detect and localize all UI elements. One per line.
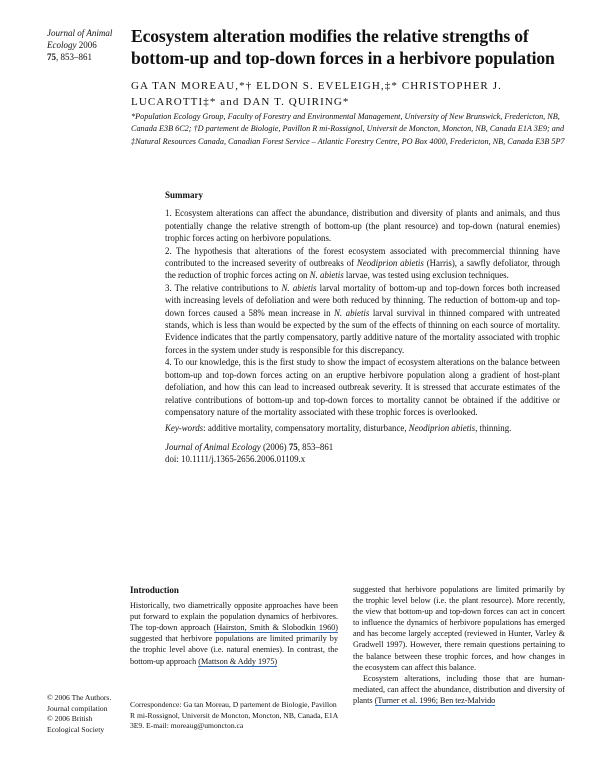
intro-heading: Introduction bbox=[130, 585, 179, 595]
authors-line-1: GA TAN MOREAU,*† ELDON S. EVELEIGH,‡* CHRISTOPHER J. bbox=[131, 80, 502, 92]
summary-point-3: 3. The relative contributions to N. abietis larval mortality of bottom-up and top-down forces both increased with increasing levels of defoliation and were both reduced by thinning. The reduction of bottom-up and top-down forces caused a 58% mean increase in N. abietis larval survival in thinned compared with untreated stands, which is less than would be expected by the sum of the effects of thinning on each source of mortality. Evidence indicates that the partly compensatory, partly additive nature of the mortality associated with trophic forces in the system under study is responsible for this discrepancy. bbox=[165, 282, 560, 355]
ref-hairston-link[interactable]: (Hairston, Smith & Slobodkin 1960) bbox=[213, 623, 338, 633]
ref-mattson-link[interactable]: (Mattson & Addy 1975) bbox=[198, 656, 278, 666]
intro-column-2 bbox=[353, 584, 565, 706]
journal-volume: 75 bbox=[47, 52, 56, 62]
intro-paragraph-3: Ecosystem alterations, including those that are human-mediated, can affect the abundance, distribution and diversity of plants (Turner et al. 1996; Ben tez-Malvido bbox=[353, 673, 565, 705]
journal-year: 2006 bbox=[78, 40, 97, 50]
article-title: Ecosystem alteration modifies the relative strengths of bottom-up and top-down forces in a herbivore population bbox=[131, 26, 555, 68]
doi: doi: 10.1111/j.1365-2656.2006.01109.x bbox=[165, 454, 306, 465]
author-list bbox=[131, 78, 571, 110]
summary-section bbox=[165, 189, 560, 466]
intro-column-1 bbox=[130, 585, 338, 667]
summary-heading: Summary bbox=[165, 190, 203, 200]
journal-name: Journal of Animal Ecology bbox=[47, 28, 113, 50]
intro-paragraph-2: suggested that herbivore populations are limited primarily by the trophic level below (i.e. the plant resource). More recently, the view that bottom-up and top-down forces can act in concert to influence the dynamics of herbivore populations has emerged and has become largely accepted (reviewed in Hunter, Varley & Gradwell 1997). However, there remain questions pertaining to the balance between these trophic forces, and how changes in the ecosystem can affect this balance. bbox=[353, 585, 565, 672]
summary-point-2: 2. The hypothesis that alterations of the forest ecosystem associated with precommercial thinning have contributed to the increased severity of outbreaks of Neodiprion abietis (Harris), a sawfly defoliator, through the reduction of trophic forces acting on N. abietis larvae, was tested using exclusion techniques. bbox=[165, 245, 560, 281]
correspondence: Correspondence: Ga tan Moreau, D partement de Biologie, Pavillon R mi-Rossignol, Universit de Moncton, Moncton, NB, Canada, E1A 3E9. E-mail: moreaug@umoncton.ca bbox=[130, 700, 338, 731]
copyright-notice: © 2006 The Authors. Journal compilation © 2006 British Ecological Society bbox=[47, 693, 112, 734]
summary-point-4: 4. To our knowledge, this is the first study to show the impact of ecosystem alterations on the balance between bottom-up and top-down forces acting on an eruptive herbivore population along a gradient of host-plant defoliation, and how this can lead to increased outbreak severity. It is stressed that accurate estimates of the relative contributions of bottom-up and top-down forces to mortality cannot be obtained if the additive or compensatory nature of the mortality associated with these trophic forces is overlooked. bbox=[165, 357, 560, 417]
ref-turner-link[interactable]: (Turner et al. 1996; Ben tez-Malvido bbox=[374, 695, 496, 705]
authors-line-2: LUCAROTTI‡* and DAN T. QUIRING* bbox=[131, 96, 350, 108]
intro-paragraph-1: Historically, two diametrically opposite approaches have been put forward to explain the population dynamics of herbivores. The top-down approach (Hairston, Smith & Slobodkin 1960) suggested that herbivore populations are limited primarily by the trophic level above (i.e. natural enemies). In contrast, the bottom-up approach (Mattson & Addy 1975) bbox=[130, 601, 338, 666]
journal-pages: , 853–861 bbox=[56, 52, 92, 62]
journal-info bbox=[47, 27, 127, 63]
summary-point-1: 1. Ecosystem alterations can affect the abundance, distribution and diversity of plants and animals, and thus potentially change the relative strength of bottom-up (the plant resource) and top-down (natural enemies) trophic forces acting on herbivore populations. bbox=[165, 208, 560, 244]
keywords: Key-words: additive mortality, compensatory mortality, disturbance, Neodiprion abietis, thinning. bbox=[165, 423, 512, 434]
citation: Journal of Animal Ecology (2006) 75, 853–861 bbox=[165, 441, 334, 452]
affiliations: *Population Ecology Group, Faculty of Forestry and Environmental Management, University of New Brunswick, Fredericton, NB, Canada E3B 6C2; †D partement de Biologie, Pavillon R mi-Rossignol, Universit de Moncton, Moncton, NB, Canada E1A 3E9; and ‡Natural Resources Canada, Canadian Forest Service – Atlantic Forestry Centre, PO Box 4000, Fredericton, NB, Canada E3B 5P7 bbox=[131, 112, 565, 146]
